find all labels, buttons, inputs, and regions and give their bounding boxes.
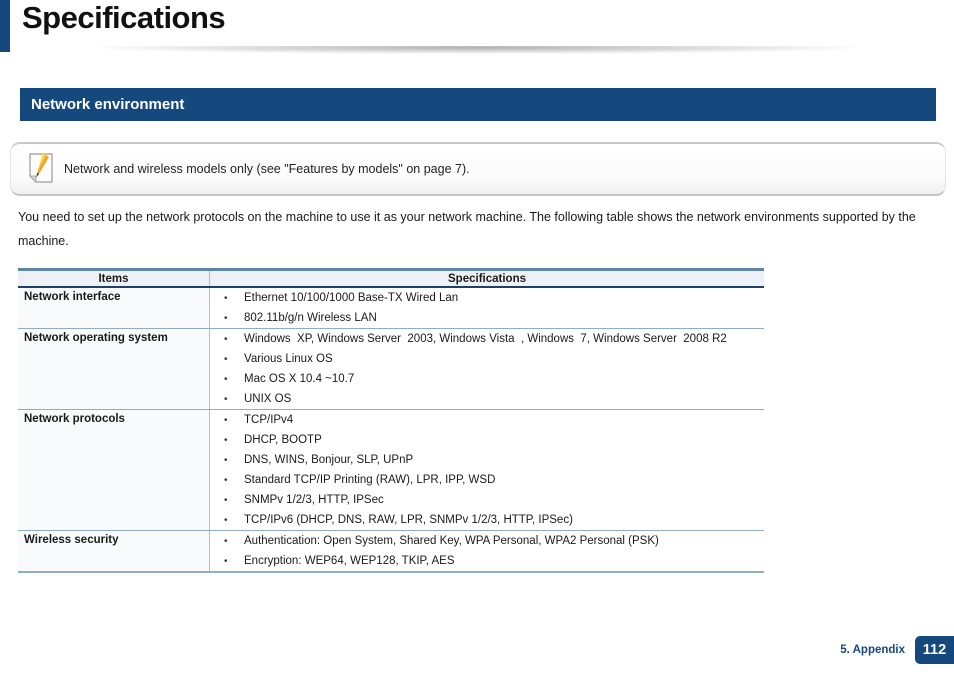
spec-text: TCP/IPv4 (244, 414, 294, 426)
spec-text: Various Linux OS (244, 353, 333, 365)
bullet-icon: • (224, 434, 228, 446)
spec-bullet-item (222, 470, 764, 490)
spec-text: TCP/IPv6 (DHCP, DNS, RAW, LPR, SNMPv 1/2/3, HTTP, IPSec) (244, 514, 573, 526)
spec-bullet-item (222, 490, 764, 510)
spec-bullet-item (222, 288, 764, 308)
spec-bullet-item (222, 369, 764, 389)
spec-bullet-item (222, 551, 764, 571)
footer-chapter-label: 5. Appendix (840, 644, 905, 656)
bullet-icon: • (224, 494, 228, 506)
row-specs (210, 288, 764, 328)
spec-text: Standard TCP/IP Printing (RAW), LPR, IPP, WSD (244, 474, 496, 486)
spec-text: UNIX OS (244, 393, 292, 405)
row-specs (210, 329, 764, 409)
spec-bullet-item (222, 450, 764, 470)
table-row (18, 410, 764, 531)
spec-bullet-item (222, 510, 764, 530)
intro-paragraph: You need to set up the network protocols on the machine to use it as your network machine. The following table shows the network environments supported by the machine. (18, 210, 916, 249)
bullet-icon: • (224, 535, 228, 547)
bullet-icon: • (224, 373, 228, 385)
bullet-icon: • (224, 514, 228, 526)
note-text: Network and wireless models only (see "Features by models" on page 7). (64, 162, 470, 176)
specifications-table (18, 268, 764, 573)
row-label: Network operating system (18, 329, 210, 409)
spec-text: 802.11b/g/n Wireless LAN (244, 312, 377, 324)
bullet-icon: • (224, 474, 228, 486)
row-specs (210, 410, 764, 530)
spec-text: SNMPv 1/2/3, HTTP, IPSec (244, 494, 384, 506)
bullet-icon: • (224, 454, 228, 466)
note-callout (10, 142, 946, 196)
table-row (18, 329, 764, 410)
title-divider-shadow (0, 46, 954, 62)
section-heading-label: Network environment (31, 96, 185, 113)
spec-text: DNS, WINS, Bonjour, SLP, UPnP (244, 454, 414, 466)
bullet-icon: • (224, 312, 228, 324)
page-number: 112 (922, 642, 947, 658)
column-header-items: Items (18, 271, 210, 286)
row-label: Network protocols (18, 410, 210, 530)
bullet-icon: • (224, 333, 228, 345)
page-number-badge (915, 636, 954, 664)
spec-bullet-item (222, 308, 764, 328)
spec-text: DHCP, BOOTP (244, 434, 322, 446)
table-header-row (18, 271, 764, 288)
bullet-icon: • (224, 393, 228, 405)
spec-text: Mac OS X 10.4 ~10.7 (244, 373, 355, 385)
spec-bullet-item (222, 410, 764, 430)
row-label: Network interface (18, 288, 210, 328)
row-label: Wireless security (18, 531, 210, 571)
spec-bullet-item (222, 430, 764, 450)
table-row (18, 288, 764, 329)
spec-text: Authentication: Open System, Shared Key, WPA Personal, WPA2 Personal (PSK) (244, 535, 659, 547)
spec-bullet-item (222, 389, 764, 409)
spec-bullet-item (222, 349, 764, 369)
bullet-icon: • (224, 353, 228, 365)
table-row (18, 531, 764, 573)
column-header-specifications: Specifications (448, 273, 526, 285)
bullet-icon: • (224, 292, 228, 304)
title-accent-bar (0, 0, 10, 52)
spec-text: Ethernet 10/100/1000 Base-TX Wired Lan (244, 292, 459, 304)
spec-text: Encryption: WEP64, WEP128, TKIP, AES (244, 555, 455, 567)
section-heading-banner (20, 88, 936, 121)
spec-bullet-item (222, 531, 764, 551)
spec-bullet-item (222, 329, 764, 349)
bullet-icon: • (224, 414, 228, 426)
row-specs (210, 531, 764, 571)
bullet-icon: • (224, 555, 228, 567)
spec-text: Windows XP, Windows Server 2003, Windows Vista , Windows 7, Windows Server 2008 R2 (244, 333, 727, 345)
page-title: Specifications (22, 0, 226, 35)
note-pencil-icon (26, 151, 56, 187)
